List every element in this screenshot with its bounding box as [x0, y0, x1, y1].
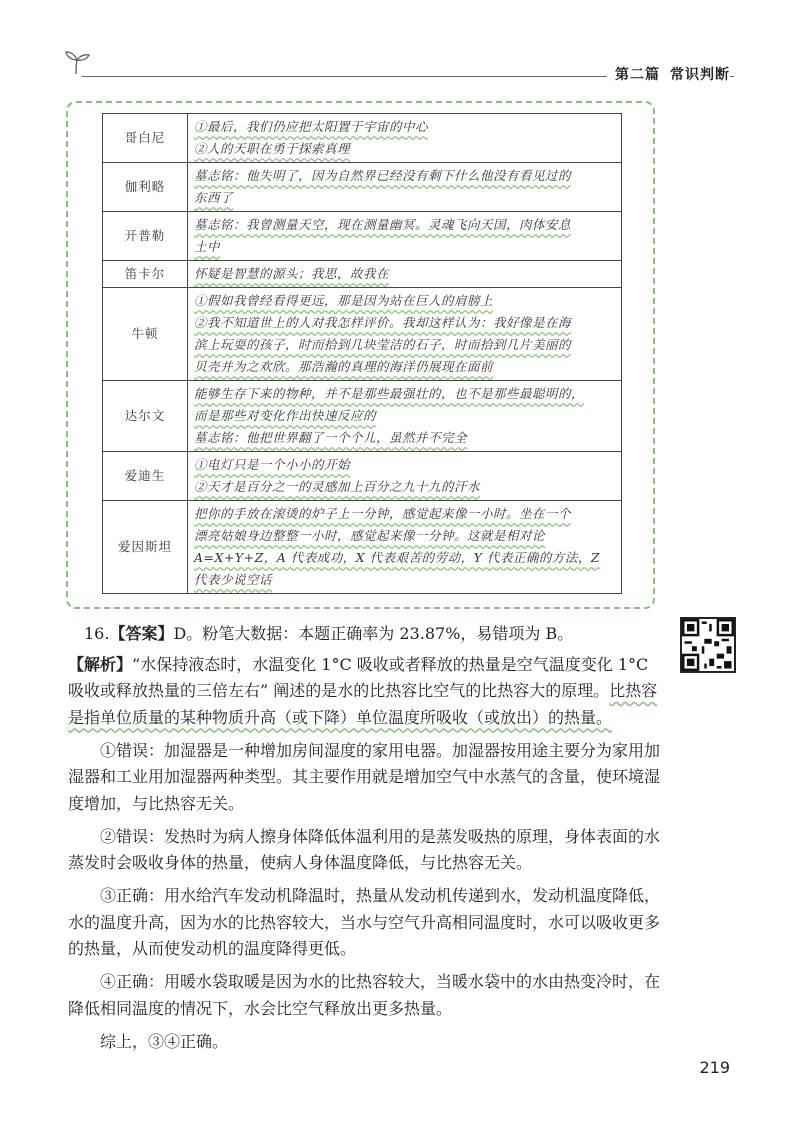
table-row: [103, 261, 622, 288]
scientist-name: 达尔文: [103, 381, 188, 452]
quote-line: 土中: [194, 239, 221, 254]
table-row: [103, 501, 622, 594]
scientist-quote: [188, 261, 622, 288]
table-row: [103, 288, 622, 381]
scientist-quote: [188, 288, 622, 381]
quote-line: 而是那些对变化作出快速反应的: [194, 408, 377, 423]
quote-line: 把你的手放在滚烫的炉子上一分钟，感觉起来像一小时。坐在一个: [194, 506, 572, 521]
qr-pattern: [682, 619, 734, 671]
scientist-name: 开普勒: [103, 212, 188, 261]
qr-code-icon[interactable]: [680, 617, 736, 673]
chapter-section: 常识判断: [670, 67, 730, 83]
scientist-quotes-box: [66, 101, 655, 609]
scientist-quote: [188, 212, 622, 261]
table-row: [103, 212, 622, 261]
quote-line: ②我不知道世上的人对我怎样评价。我却这样认为：我好像是在海: [194, 315, 572, 330]
analysis-intro-definition: 比热容是指单位质量的某种物质升高（或下降）单位温度所吸收（或放出）的热量。: [68, 681, 658, 727]
chapter-title: [607, 64, 730, 84]
analysis-item: ①错误：加湿器是一种增加房间湿度的家用电器。加湿器按用途主要分为家用加湿器和工业用加湿器两种类型。其主要作用就是增加空气中水蒸气的含量，使环境湿度增加，与比热容无关。: [68, 740, 661, 813]
table-row: [103, 114, 622, 163]
quote-line: ②人的天职在勇于探索真理: [194, 141, 351, 156]
page-number: 219: [699, 1058, 730, 1077]
table-row: [103, 452, 622, 501]
scientist-name: 牛顿: [103, 288, 188, 381]
quote-line: 漂亮姑娘身边整整一小时，感觉起来像一分钟。这就是相对论: [194, 528, 546, 543]
quote-line: 代表少说空话: [194, 572, 273, 587]
quote-line: 怀疑是智慧的源头；我思，故我在: [194, 266, 390, 281]
quote-line: 墓志铭：他失明了，因为自然界已经没有剩下什么他没有看见过的: [194, 168, 572, 183]
scientist-quote: [188, 381, 622, 452]
scientist-quote: [188, 114, 622, 163]
page-header: [62, 46, 734, 86]
analysis-item: ③正确：用水给汽车发动机降温时，热量从发动机传递到水，发动机温度降低，水的温度升高，因为水的比热容较大，当水与空气升高相同温度时，水可以吸收更多的热量，从而使发动机的温度降得更低。: [68, 886, 661, 958]
scientist-name: 笛卡尔: [103, 261, 188, 288]
quote-line: A=X+Y+Z，A 代表成功，X 代表艰苦的劳动，Y 代表正确的方法，Z: [194, 550, 601, 565]
quote-line: 贝壳并为之欢欣。那浩瀚的真理的海洋仍展现在面前: [194, 359, 494, 374]
analysis-label: 【解析】: [68, 654, 133, 674]
scientist-name: 伽利略: [103, 163, 188, 212]
scientist-name: 哥白尼: [103, 114, 188, 163]
quote-line: ①最后，我们仍应把太阳置于宇宙的中心: [194, 119, 429, 134]
quote-line: ②天才是百分之一的灵感加上百分之九十九的汗水: [194, 479, 481, 494]
quote-line: 墓志铭：我曾测量天空，现在测量幽冥。灵魂飞向天国，肉体安息: [194, 217, 572, 232]
question-number: 16.: [84, 624, 110, 643]
quote-line: ①电灯只是一个小小的开始: [194, 457, 351, 472]
quote-line: 滨上玩耍的孩子，时而拾到几块莹洁的石子，时而拾到几片美丽的: [194, 337, 572, 352]
answer-text: D。粉笔大数据：本题正确率为 23.87%，易错项为 B。: [173, 624, 574, 643]
table-row: [103, 381, 622, 452]
quote-line: 能够生存下来的物种，并不是那些最强壮的，也不是那些最聪明的，: [194, 386, 585, 401]
answer-label: 【答案】: [109, 624, 174, 643]
answer-analysis: [68, 621, 662, 1062]
scientist-name: 爱因斯坦: [103, 501, 188, 594]
quote-line: 东西了: [194, 190, 234, 205]
scientist-quotes-table: [102, 113, 622, 594]
scientist-name: 爱迪生: [103, 452, 188, 501]
analysis-item: ④正确：用暖水袋取暖是因为水的比热容较大，当暖水袋中的水由热变冷时，在降低相同温度的情况下，水会比空气释放出更多热量。: [68, 972, 661, 1018]
answer-line: [68, 621, 662, 648]
quote-line: ①假如我曾经看得更远，那是因为站在巨人的肩膀上: [194, 293, 494, 308]
scientist-quote: [188, 501, 622, 594]
analysis-conclusion: 综上，③④正确。: [100, 1031, 229, 1051]
scientist-quote: [188, 452, 622, 501]
analysis-item: ②错误：发热时为病人擦身体降低体温利用的是蒸发吸热的原理，身体表面的水蒸发时会吸收身体的热量，使病人身体温度降低，与比热容无关。: [68, 826, 661, 872]
chapter-part: 第二篇: [615, 67, 660, 83]
analysis-intro-text: “水保持液态时，水温变化 1°C 吸收或者释放的热量是空气温度变化 1°C 吸收或释放热量的三倍左右” 阐述的是水的比热容比空气的比热容大的原理。: [68, 654, 649, 700]
table-row: [103, 163, 622, 212]
scientist-quote: [188, 163, 622, 212]
sprout-icon: [62, 46, 92, 76]
analysis-intro: [68, 652, 662, 732]
quote-line: 墓志铭：他把世界翻了一个个儿，虽然并不完全: [194, 430, 468, 445]
